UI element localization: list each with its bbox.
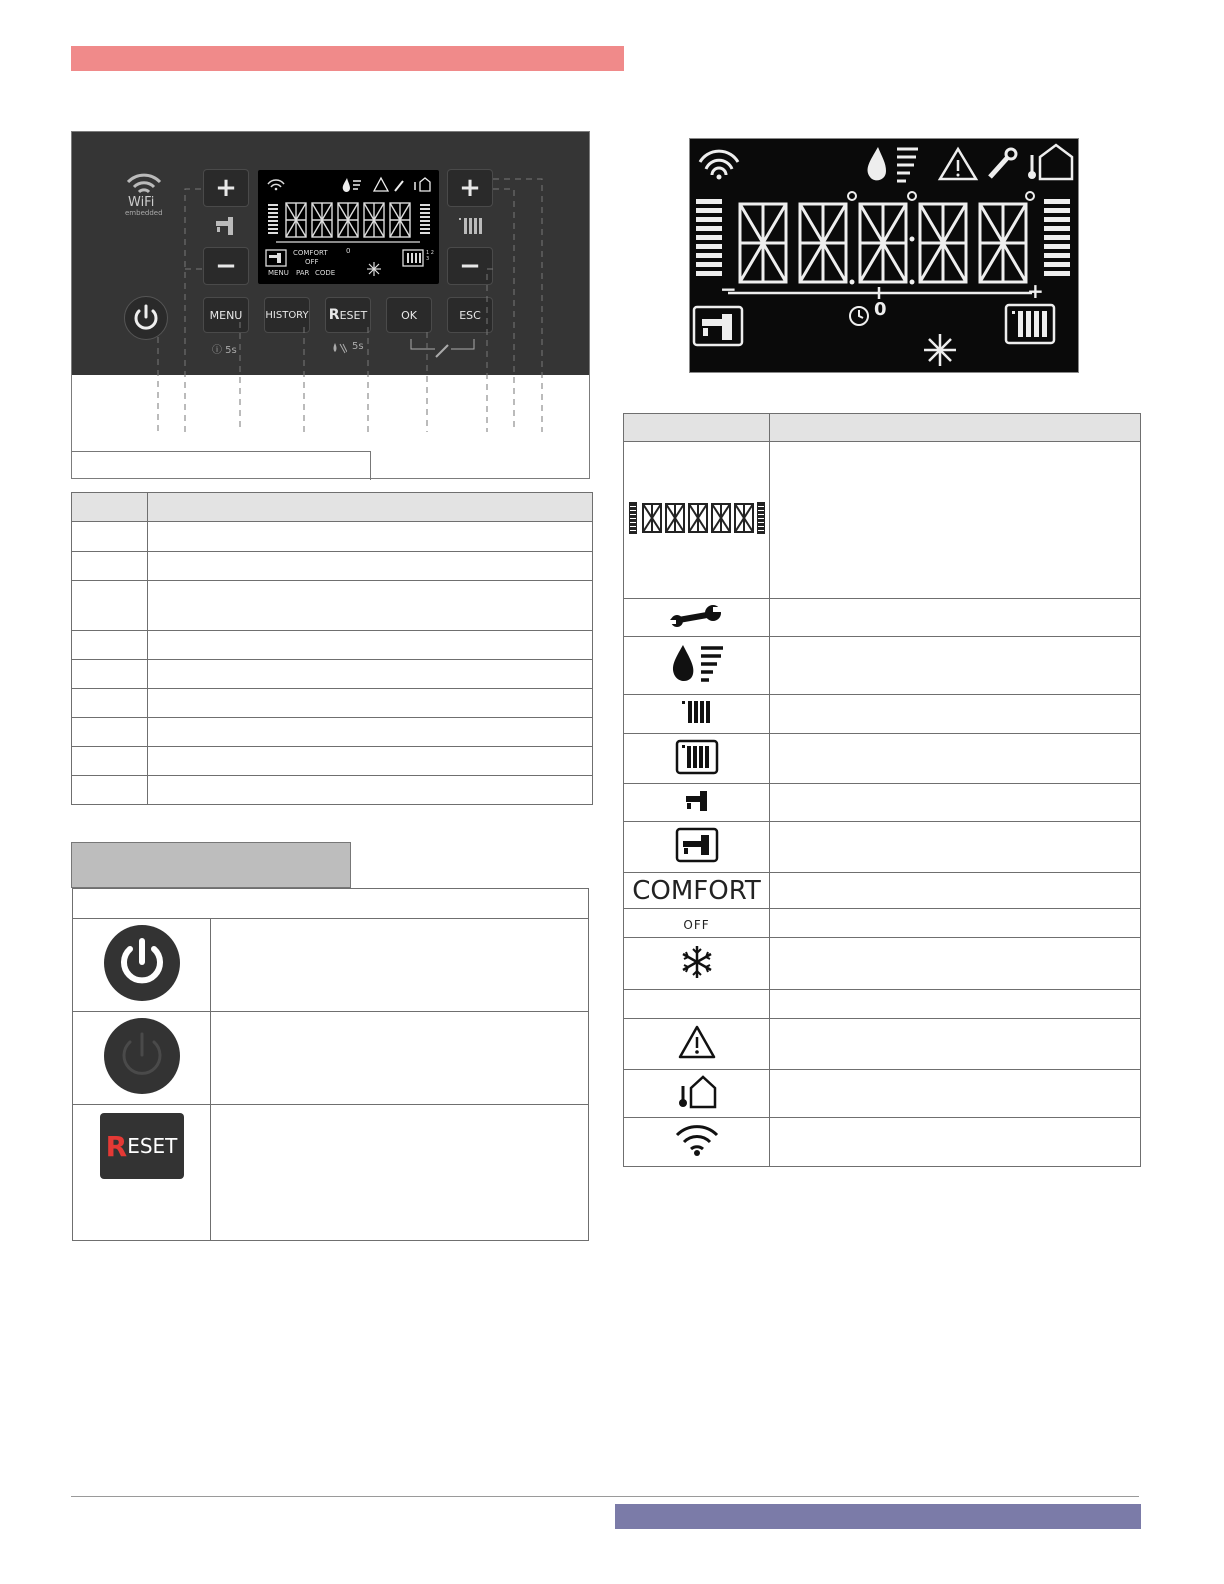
menu-hold-label: ⓘ 5s	[212, 345, 237, 356]
table-row	[73, 1105, 589, 1241]
heating-minus-button[interactable]: −	[447, 247, 493, 285]
reset-r-letter: R	[105, 1129, 128, 1163]
table-row	[624, 990, 1141, 1019]
reset-button-icon	[100, 1113, 184, 1179]
table-row	[624, 1019, 1141, 1070]
tap-frame-icon	[675, 827, 719, 863]
tap-icon	[680, 788, 714, 814]
table-row	[73, 1012, 589, 1105]
lcd-menu-text: MENU	[268, 269, 289, 277]
radiator-frame-icon	[675, 739, 719, 775]
panel-legend-table	[71, 492, 593, 805]
table-row	[72, 747, 593, 776]
footer-rule	[71, 1496, 1139, 1497]
table-row	[624, 734, 1141, 784]
history-button[interactable]: HISTORY	[264, 297, 310, 333]
power-on-icon	[103, 924, 181, 1002]
heating-plus-button[interactable]: +	[447, 169, 493, 207]
lcd-par-text: PAR	[296, 269, 310, 277]
ok-button[interactable]: OK	[386, 297, 432, 333]
warning-icon	[677, 1024, 717, 1060]
section-header-box	[71, 842, 351, 888]
outdoor-temp-icon	[675, 1074, 719, 1110]
table-row	[624, 599, 1141, 637]
table-row	[72, 660, 593, 689]
table-row	[624, 1070, 1141, 1118]
reset-label: ESET	[339, 308, 368, 322]
menu-button[interactable]: MENU	[203, 297, 249, 333]
table-row	[624, 442, 1141, 599]
wifi-icon	[673, 1123, 721, 1157]
wrench-icon	[669, 603, 725, 629]
lcd-off-text: OFF	[305, 258, 319, 266]
lcd-zero-digit: 0	[874, 299, 887, 320]
symbols-table	[623, 413, 1141, 1167]
table-row	[624, 637, 1141, 695]
flame-level-icon	[667, 643, 727, 685]
header-accent-bar	[71, 46, 624, 71]
dhw-minus-button[interactable]: −	[203, 247, 249, 285]
table-row	[624, 695, 1141, 734]
table-row	[73, 919, 589, 1012]
radiator-icon	[680, 699, 714, 725]
lcd-levels-text: 1 2 3	[426, 250, 434, 262]
table-row	[72, 776, 593, 805]
buttons-table	[72, 888, 589, 1241]
lcd-code-text: CODE	[315, 269, 336, 277]
table-header-row	[624, 414, 1141, 442]
lcd-minus-sign: −	[720, 277, 737, 301]
table-row	[624, 938, 1141, 990]
table-row	[624, 784, 1141, 822]
control-panel-figure	[71, 131, 590, 479]
lcd-big-segments	[690, 139, 1078, 372]
table-row	[72, 552, 593, 581]
lcd-plus-sign: +	[1027, 279, 1044, 303]
snowflake-icon	[679, 944, 715, 980]
table-row	[72, 631, 593, 660]
esc-button[interactable]: ESC	[447, 297, 493, 333]
table-row	[72, 689, 593, 718]
table-header-row	[73, 889, 589, 919]
wifi-sublabel: embedded	[125, 209, 163, 217]
table-row	[624, 822, 1141, 873]
table-row	[624, 1118, 1141, 1167]
table-header-row	[72, 493, 593, 522]
lcd-comfort-text: COMFORT	[293, 249, 328, 257]
table-row	[72, 581, 593, 631]
dhw-plus-button[interactable]: +	[203, 169, 249, 207]
reset-r-letter: R	[328, 307, 340, 323]
table-row	[72, 718, 593, 747]
lcd-zero-text: 0	[346, 247, 351, 255]
table-row	[624, 909, 1141, 938]
footer-accent-bar	[615, 1504, 1141, 1529]
reset-hold-label: 5s	[352, 341, 364, 352]
leader-lines	[72, 132, 589, 452]
comfort-symbol: COMFORT	[632, 875, 761, 906]
digits-display-icon	[626, 498, 768, 538]
panel-caption-box	[72, 451, 371, 480]
reset-text: ESET	[127, 1134, 178, 1158]
off-symbol: OFF	[683, 917, 710, 932]
lcd-display-detail	[689, 138, 1079, 373]
wifi-label: WiFi	[128, 195, 155, 210]
table-row	[624, 873, 1141, 909]
power-off-icon	[103, 1017, 181, 1095]
table-row	[72, 522, 593, 552]
